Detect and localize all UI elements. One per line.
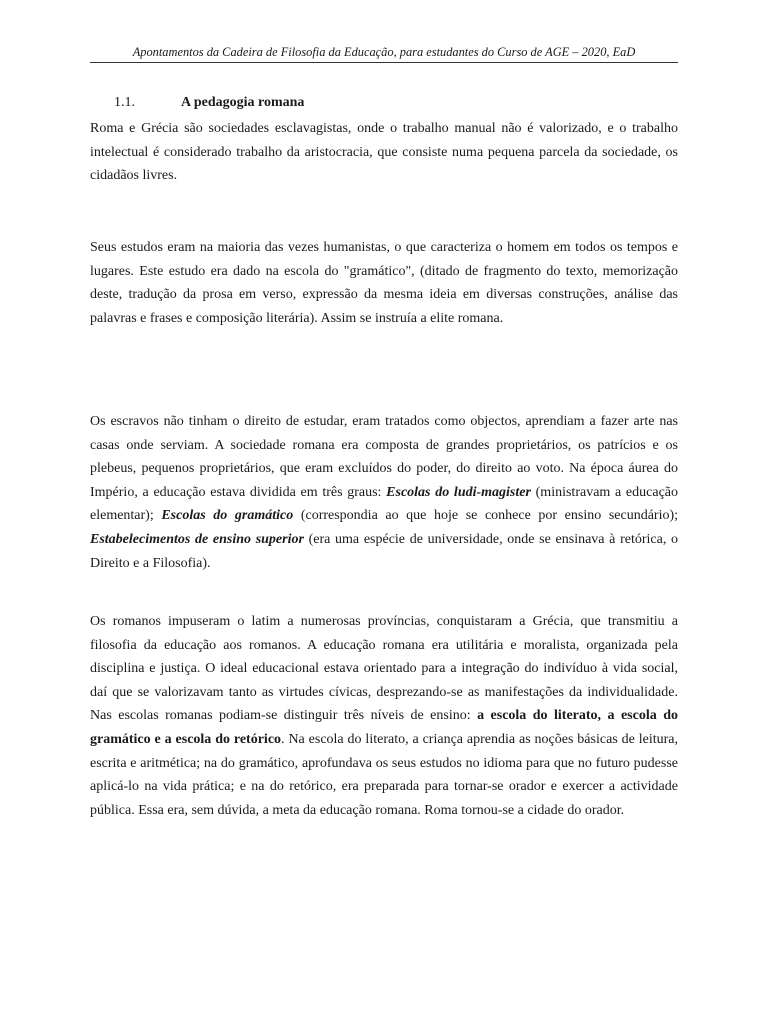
paragraph-4-text-1: Os romanos impuseram o latim a numerosas províncias, conquistaram a Grécia, que transmitiu a filosofia da educação aos romanos. A educação romana era utilitária e moralista, organizada pela disciplina e justiça. O ideal educacional estava orientado para a integração do indivíduo à vida social, daí que se valorizavam tanto as virtudes cívicas, desprezando-se as manifestações da individualidade. Nas escolas romanas podiam-se distinguir três níveis de ensino: bbox=[90, 614, 678, 724]
paragraph-4-block bbox=[90, 610, 678, 822]
paragraph-3 bbox=[90, 410, 678, 575]
term-tres-escolas: a escola do literato, a escola do gramático e a escola do retórico bbox=[90, 708, 678, 747]
section-number: 1.1. bbox=[114, 95, 135, 110]
term-escolas-ludi-magister: Escolas do ludi-magister bbox=[386, 484, 531, 500]
paragraph-4 bbox=[90, 610, 678, 822]
paragraph-3-text-4: (era uma espécie de universidade, onde se ensinava à retórica, o Direito e a Filosofia). bbox=[90, 531, 678, 571]
paragraph-3-text-1: Os escravos não tinham o direito de estudar, eram tratados como objectos, aprendiam a fazer arte nas casas onde serviam. A sociedade romana era composta de grandes proprietários, os patrícios e os plebeus, pequenos proprietários, que eram excluídos do poder, do direito ao voto. Na época áurea do Império, a educação estava dividida em três graus: bbox=[90, 414, 678, 500]
section-heading bbox=[114, 93, 304, 113]
term-ensino-superior: Estabelecimentos de ensino superior bbox=[90, 531, 304, 547]
paragraph-3-text-3: (correspondia ao que hoje se conhece por ensino secundário); bbox=[293, 508, 679, 524]
paragraph-3-text-2: (ministravam a educação elementar); bbox=[90, 484, 678, 524]
paragraph-1-block bbox=[90, 117, 678, 188]
paragraph-2-block bbox=[90, 236, 678, 330]
section-title: A pedagogia romana bbox=[181, 95, 305, 110]
paragraph-1: Roma e Grécia são sociedades esclavagistas, onde o trabalho manual não é valorizado, e o trabalho intelectual é considerado trabalho da aristocracia, que consiste numa pequena parcela da sociedade, os cidadãos livres. bbox=[90, 121, 678, 184]
header-rule bbox=[90, 62, 678, 63]
running-header: Apontamentos da Cadeira de Filosofia da Educação, para estudantes do Curso de AGE – 2020, EaD bbox=[132, 45, 636, 59]
paragraph-4-text-2: . Na escola do literato, a criança aprendia as noções básicas de leitura, escrita e aritmética; na do gramático, aprofundava os seus estudos no idioma para que no futuro pudesse aplicá-lo na vida prática; e na do retórico, era preparada para tornar-se orador e exercer a actividade pública. Essa era, sem dúvida, a meta da educação romana. Roma tornou-se a cidade do orador. bbox=[90, 731, 678, 818]
term-escolas-gramatico: Escolas do gramático bbox=[161, 508, 294, 524]
paragraph-3-block bbox=[90, 410, 678, 575]
paragraph-2: Seus estudos eram na maioria das vezes humanistas, o que caracteriza o homem em todos os tempos e lugares. Este estudo era dado na escola do "gramático", (ditado de fragmento do texto, memorização deste, tradução da prosa em verso, expressão da mesma ideia em diversas construções, análise das palavras e frases e composição literária). Assim se instruía a elite romana. bbox=[90, 240, 678, 326]
